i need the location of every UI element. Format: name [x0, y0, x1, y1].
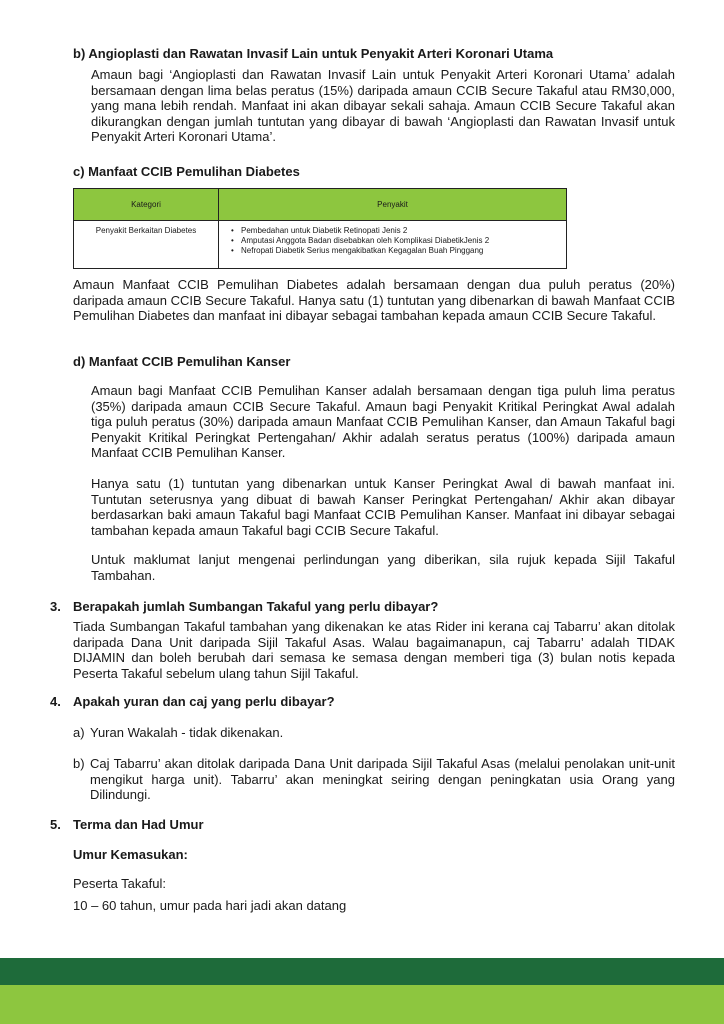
section-3-heading	[50, 599, 438, 615]
age-range: 10 – 60 tahun, umur pada hari jadi akan datang	[73, 898, 347, 913]
section-number: 5.	[50, 817, 61, 832]
footer-band-dark	[0, 958, 724, 985]
section-3-body: Tiada Sumbangan Takaful tambahan yang dikenakan ke atas Rider ini kerana caj Tabarru’ akan ditolak daripada Dana Unit daripada Sijil Takaful Asas. Walau bagaimanapun, caj Tabarru’ adalah TIDAK DIJAMIN dan boleh berubah dari semasa ke semasa dengan memberi tiga (3) bulan notis kepada Peserta Takaful sebelum ulang tahun Sijil Takaful.	[73, 619, 675, 681]
disease-item: • Nefropati Diabetik Serius mengakibatkan Kegagalan Buah Pinggang	[235, 246, 560, 256]
section-c-body: Amaun Manfaat CCIB Pemulihan Diabetes adalah bersamaan dengan dua puluh peratus (20%) daripada amaun CCIB Secure Takaful. Hanya satu (1) tuntutan yang dibenarkan di bawah Manfaat CCIB Pemulihan Diabetes dan manfaat ini dibayar sebagai tambahan kepada amaun CCIB Secure Takaful.	[73, 277, 675, 324]
category-label: Penyakit Berkaitan Diabetes	[95, 226, 197, 235]
disease-item: • Amputasi Anggota Badan disebabkan oleh Komplikasi DiabetikJenis 2	[235, 236, 560, 246]
section-5-heading	[50, 817, 204, 833]
section-b-heading: b) Angioplasti dan Rawatan Invasif Lain untuk Penyakit Arteri Koronari Utama	[73, 46, 554, 61]
participant-label: Peserta Takaful:	[73, 876, 166, 891]
item-label: b)	[73, 756, 85, 771]
section-title: Terma dan Had Umur	[73, 817, 204, 832]
entry-age-heading: Umur Kemasukan:	[73, 847, 188, 862]
item-label: a)	[73, 725, 85, 740]
section-c-heading: c) Manfaat CCIB Pemulihan Diabetes	[73, 164, 300, 179]
section-number: 3.	[50, 599, 61, 614]
footer-band-light	[0, 985, 724, 1024]
section-number: 4.	[50, 694, 61, 709]
table-cell-category	[74, 221, 219, 269]
table-header-kategori: Kategori	[74, 189, 219, 221]
section-d-paragraph-3: Untuk maklumat lanjut mengenai perlindungan yang diberikan, sila rujuk kepada Sijil Takaful Tambahan.	[91, 552, 675, 583]
section-d-paragraph-2: Hanya satu (1) tuntutan yang dibenarkan untuk Kanser Peringkat Awal di bawah manfaat ini. Tuntutan seterusnya yang dibuat di bawah Kanser Peringkat Pertengahan/ Akhir akan dibayar berdasarkan baki amaun Takaful bagi Manfaat CCIB Pemulihan Kanser. Manfaat ini dibayar sebagai tambahan kepada amaun Takaful bagi CCIB Secure Takaful.	[91, 476, 675, 538]
table-header-penyakit: Penyakit	[219, 189, 567, 221]
disease-item: • Pembedahan untuk Diabetik Retinopati Jenis 2	[235, 226, 560, 236]
diabetes-table	[73, 188, 567, 269]
section-4-heading	[50, 694, 335, 710]
item-text: Yuran Wakalah - tidak dikenakan.	[90, 725, 284, 740]
table-header-row	[74, 189, 567, 221]
disease-list	[225, 226, 560, 256]
fee-item-a	[73, 725, 675, 741]
table-cell-diseases	[219, 221, 567, 269]
section-b-body: Amaun bagi ‘Angioplasti dan Rawatan Invasif Lain untuk Penyakit Arteri Koronari Utama’ adalah bersamaan dengan lima belas peratus (15%) daripada amaun CCIB Secure Takaful atau RM30,000, yang mana lebih rendah. Manfaat ini akan dibayar sekali sahaja. Amaun CCIB Secure Takaful akan dikurangkan dengan jumlah tuntutan yang dibayar di bawah ‘Angioplasti dan Rawatan Invasif untuk Penyakit Arteri Koronari Utama’.	[91, 67, 675, 145]
table-row	[74, 221, 567, 269]
item-text: Caj Tabarru’ akan ditolak daripada Dana Unit daripada Sijil Takaful Asas (melalui penolakan unit-unit mengikut harga unit). Tabarru’ akan meningkat seiring dengan peningkatan usia Orang yang Dilindungi.	[90, 756, 675, 803]
fee-item-b	[73, 756, 675, 803]
section-d-paragraph-1: Amaun bagi Manfaat CCIB Pemulihan Kanser adalah bersamaan dengan tiga puluh lima peratus (35%) daripada amaun CCIB Secure Takaful. Amaun bagi Penyakit Kritikal Peringkat Awal adalah tiga puluh peratus (30%) daripada amaun Manfaat CCIB Pemulihan Kanser, dan Amaun Takaful bagi Penyakit Kritikal Peringkat Pertengahan/ Akhir adalah seratus peratus (100%) daripada amaun Manfaat CCIB Pemulihan Kanser.	[91, 383, 675, 461]
section-d-heading: d) Manfaat CCIB Pemulihan Kanser	[73, 354, 291, 369]
section-title: Berapakah jumlah Sumbangan Takaful yang perlu dibayar?	[73, 599, 439, 614]
section-title: Apakah yuran dan caj yang perlu dibayar?	[73, 694, 335, 709]
